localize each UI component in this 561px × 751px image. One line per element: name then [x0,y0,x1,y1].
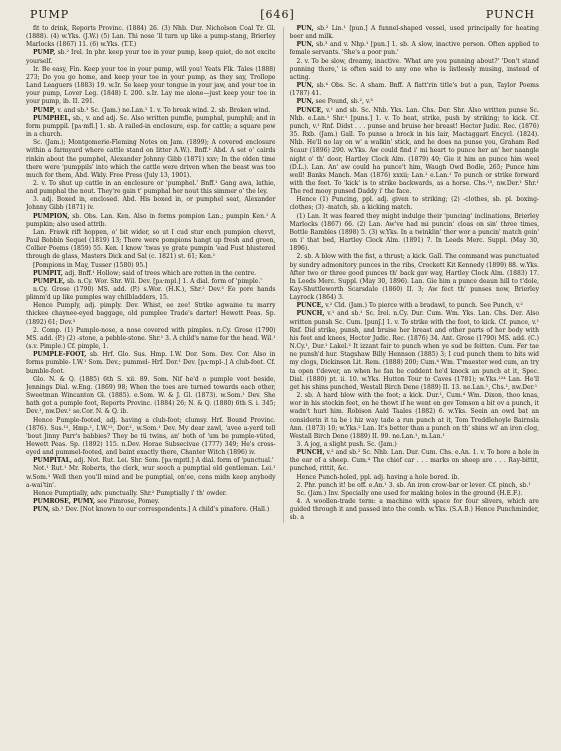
entry-text: adj. Not. Rut. Lei. Shr. Som. [pʌ·mpɪtl.] A dial. form of 'punctual.' [72,457,274,465]
entry-text: v.² Cld. (Jam.) To pierce with a bradawl, to punch. See Punch, v.² [323,302,523,310]
headword: PUMPION, [33,212,70,220]
dictionary-entry [290,392,540,441]
headword: PUN, [33,506,51,514]
entry-text: [Pompions in May, Tusser (1580) 95.] [33,261,148,269]
dictionary-entry [26,506,276,514]
entry-text: Hence (1) Puncing, ppl. adj. given to striking; (2) -clothes, sb. pl. boxing-clothes; (3) -match, sb. a kicking match. [289,196,539,212]
entry-text: sb.¹ Dev. [Not known to our correspondents.] A child's pinafore. (Hall.) [50,506,270,514]
entry-text: 2. sb. A hard blow with the foot; a kick. Dur.¹, Cum.⁴ Wm. Dixon, thoo knas, wor in his stockin feet, en he thowt if he went en gev Tomson a bit ov a punch, it wadn't hurt him. Robison Aald Taales (1882) 6. w.Yks. Seein an owd bat an considerin it ta be i hiz way tade a run punch at it, Tom Treddlehoyle Bairnsla Ann. (1873) 10; w.Yks.² Lan. It's better than a punch on th' shins wi' an iron clog, Westall Birch Dene (1889) II. 99. ne.Lan.¹, m.Lan.¹ [289,392,539,440]
entry-text: sb. Obs. Lan. Ken. Also in forms pompion Lan.; pumpin Ken.¹ A pumpkin; also used attrib. [26,212,276,228]
headword: PUNCE, [296,302,324,310]
dictionary-entry [26,107,276,115]
dictionary-entry [290,490,540,498]
dictionary-entry [290,449,540,473]
dictionary-entry [290,498,540,522]
entry-text: 3. adj. Boxed in, enclosed. Abd. His boxed in, or pumphel seat, Alexander Johnny Gibb (1871) iv. [26,196,276,212]
entry-text: Not.¹ Rut.¹ Mr. Roberts, the clerk, wur sooch a pumptial old gentleman. Lei.¹ w.Som.¹ Well then you'll mind and be pumptial, on'ee, cens midn keep anybody a-wai'tin'. [26,465,276,489]
entry-text: v. and sb.³ Sc. (Jam.) ne.Lan.¹ 1. v. To break wind. 2. sb. Broken wind. [55,106,271,114]
dictionary-entry [26,286,276,302]
dictionary-entry [290,302,540,310]
entry-text: sb.⁴ Obs. Sc. A sham. Bnff. A flatt'rin title's but a pun, Taylor Poems (1787) 41. [289,82,539,98]
entry-text: 3. A jog, a slight push. Sc. (Jam.) [296,440,397,448]
entry-text: 4. A woollen-trade term: a machine with space for four slivers, which are guided through it and passed into the comb. w.Yks. (S.A.B.) Hence Punchminder, sb. a [289,498,539,522]
entry-text: n.Cy. Grose (1790) MS. add. (P.) s.Wor. (H.K.), Shr.² Dev.³ Ee pore hands plimm'd up like pumples way chilbladders, 15. [26,286,276,302]
headword: PUMP, [33,49,56,57]
dictionary-entry [290,310,540,392]
entry-text: 2. v. To be slow, dreamy, inactive. 'What are you punning about?' 'Don't stand punning there,' is often said to any one who is listlessly musing, instead of acting. [289,57,539,81]
entry-text: Hence Pumply, adj. pimply. Dev. Whist, ee zee! Strike agwaine tu marry thickee chaynee-eyed baggage, old pumplee Trade's darter! Hewett Peas. Sp. (1892) 61; Dev.³ [26,302,276,326]
headword: PUMP, [33,106,56,114]
headword: PUMPITAL, [33,457,73,465]
entry-text: Hence Punch-holed, ppl. adj. having a hole bored. ib. [296,473,460,481]
dictionary-entry [290,82,540,98]
headword: PUNCH, [296,449,325,457]
entry-text: sb.² Lin.¹ [pun.] A funnel-shaped vessel, used principally for heating beer and milk. [289,25,539,41]
headword: PUMROSE, PUMY, [33,498,96,506]
headword: PUMPHEL, [33,114,71,122]
right-column [290,25,540,523]
entry-text: see Pimrose, Pomey. [95,498,160,506]
dictionary-entry [26,351,276,375]
entry-text: Hence Pumptially, adv. punctually. Shr.² Pumptially i' th' owder. [33,489,227,497]
entry-text: 2. sb. A blow with the fist, a thrust; a kick. Gall. The command was punctuated by sundry admonitory punces in the ribs, Crockett Kit Kennedy (1899) 88. w.Yks. After two or three good punces th' back gav way, Hartley Clock Alm. (1883) 17. In Leeds Merc. Suppl. (May 30, 1896). Lan. Gie him a punce deaun hill to t'dole, Kay-Shuttleworth Scarsdale (1860) II. 3; Aw fect th' punses now, Brierley Layrock (1864) 3. [289,253,539,302]
page-number: [646] [260,8,295,21]
entry-text: adj. Bnff.¹ Hollow; said of trees which are rotten in the centre. [62,269,257,277]
dictionary-entry [26,66,276,107]
left-column [26,25,276,523]
headword: PUNCH, [296,310,325,318]
headword: PUN, [296,98,314,106]
entry-text: Sc. (Jam.); Montgomerie-Fleming Notes on Jam. (1899); A covered enclosure within a farmyard where cattle stand on litter A.W.). Bnff.¹ Abd. A set o' cairds rinkin about the pumphel, Alexander Johnny Gibb (1871) xxv; In the olden time there were 'pumppils' into which the cattle were driven when the beast was too much for them, Abd. Wkly. Free Press (July 13, 1901). [26,139,276,179]
headword: PUN, [296,82,314,90]
entry-text: Lan. Frawk rift hoppen, o' bit wider, so ut I cud stur ench pumpion chevvt, Paul Bobbin Sequel (1819) 13; There were pompions hangt up fresh and green, Collier Poems (1859) 55. Ken. I know 'twas ye grate pumpin 'ead Fust blustered through de glass, Masters Dick and Sal (c. 1821) st. 61; Ken.¹ [26,228,276,261]
dictionary-entry [26,417,276,458]
entry-text: 2. Phr. punch it! be off. e.An.¹ 3. sb. An iron crow-bar or lever. Cf. pinch, sb.¹ [296,481,531,489]
entry-text: v.² and sb.² Sc. Nhb. Lan. Dur. Cum. Chs. e.An. 1. v. To bore a hole in the ear of a sheep. Cum.⁴ The chief car . . . marks on sheep are . . . Ray-bittit, punched, rittit, &c. [289,449,539,473]
dictionary-entry [26,302,276,326]
dictionary-entry [26,270,276,278]
entry-text: sb. Hrf. Glo. Sus. Hmp. I.W. Dor. Som. Dev. Cor. Also in forms pumble- I.W.¹ Som. Dev.; pummel- Hrf. Dor.¹ Dev. [pʌ·mpl-.] A club-foot. Cf. bumble-foot. [26,351,276,375]
dictionary-entry [26,465,276,489]
entry-text: 2. Comp. (1) Pumple-nose, a nose covered with pimples. n.Cy. Grose (1790) MS. add. (P.) (2) -stone, a pebble-stone. Shr.¹ 3. A child's name for the head. Wil.¹ (s.v. Pimple.) Cf. pimple, 1. [26,326,276,351]
dictionary-entry [26,229,276,262]
entry-text: Hence Pumple-footed, adj. having a club-foot; clumsy. Hrf. Bound Provinc. (1876). Sus.¹², Hmp.¹, I.W.¹², Dor.¹, w.Som.¹ Dev. My dear zawl, 'avee a-yerd tell 'bout Jinny Parr's babbies? They be tü twins, an' both of 'um be pumple-vüted, Hewett Peas. Sp. (1892) 115. n.Dev. Horae Subsecivae (1777) 349; He's cross-eyed and pummel-footed, and baint exactly there, Chanter Witch (1896) iv. [26,416,276,457]
entry-text: 2. v. To shut up cattle in an enclosure or 'pumphel.' Bnff.¹ Gang awa, lathie, and pumphal the nout. They're gain t' pumphal her nout this simmer o' the ley. [26,179,276,196]
dictionary-entry [26,196,276,212]
running-head [26,8,539,25]
dictionary-entry [290,107,540,197]
text-columns [26,25,539,523]
entry-text: v.¹ and sb.¹ Sc. Irel. n.Cy. Dur. Cum. Wm. Yks. Lan. Chs. Der. Also written punsh Sc. Cum. [punʃ.] 1. v. To strike with the foot, to kick. Cf. punce, v.¹ Rnf. Did strike, punsh, and bruise her breast and other parts of her body with his feet and knees, Hector Judic. Rec. (1876) 34. Ant. Grose (1790) MS. add. (C.) N.Cy.¹, Dur.¹ Lakel.² It izzant fair to punch when ye sud be feitten. Cum. Fer tae ne punsh'd hur. Stagshaw Billy Hennson (1885) 3; I cud punch them to bits wid my clogs, Dickinson Lit. Rem. (1888) 200; Cum.⁴ Wm. T'maester wed cum, an try ta open t'dewer, an when he fan he cuddent he'd knock an punch at it, Spec. Dial. (1880) pt. ii. 10. w.Yks. Hutton Tour to Caves (1781); w.Yks.¹²⁴ Lan. He'll get his shins punched, Westall Birch Dene (1889) II. 13. ne.Lan.¹, Chs.¹, nw.Der.¹ [289,310,539,391]
dictionary-entry [26,327,276,351]
entry-text: see Pound, sb.², v.³ [313,98,373,106]
dictionary-entry [290,482,540,490]
dictionary-entry [26,115,276,139]
headword: PUN, [296,25,314,32]
dictionary-entry [290,213,540,254]
dictionary-entry [26,457,276,465]
entry-text: v.¹ and sb. Sc. Nhb. Yks. Lan. Chs. Der. Shr. Also written punse Sc. Nhb. e.Lan.¹ Shr.¹ [puns.] 1. v. To beat, strike, push by striking; to kick. Cf. punch, v.¹ Rnf. Didst . . . punse and bruise her breast! Hector Judic. Rec. (1876) 35. Rxb. (Jam.) Gall. To punse a brock in his lair, Mactaggart Encycl. (1824). Nhb. He'll no lay on w' a walkin' stick, and he does na punse you, Graham Red Scaur (1896) 290. w.Yks. Aw could find i' mi heart to punce her an' her naangle night o' th' door, Hartley Clock Alm. (1879) 40; Gie it him an punce him weel (D.L.). Lan. An' aw could ha punce't him, Waugh Owd Bodle, 265; Punce him well! Banks Manch. Man (1876) xxxii; Lan.¹ e.Lan.¹ To punch or strike forward with the feet. To 'kick' is to strike backwards, as a horse. Chs.¹³, nw.Der.¹ Shr.¹ The red mooy punsed Daddy i' the face. [289,106,539,196]
dictionary-entry [26,25,276,49]
dictionary-entry [290,98,540,106]
entry-text: sb., v. and adj. Sc. Also written pumfle, pumphal, pumphil; and in form pumppil. [pʌ·mfl.] 1. sb. A railed-in enclosure, esp. for cattle; a square pew in a church. [26,114,276,139]
dictionary-entry [290,253,540,302]
headword: PUNCE, [296,106,324,114]
entry-text: Glo. N. & Q. (1885) 6th S. xii. 89. Som. Nif he'd o pumple voot beside, Jennings Dial. w.Eng. (1869) 98; When the toes are turned towards each other, Sweetman Wincanton Gl. (1885). e.Som. W. & J. Gl. (1873). w.Som.¹ Dev. She hath got a pumple foot, Reports Provinc. (1884) 26; N. & Q. (1880) 6th S. i. 345; Dev.¹, nw.Dev.¹ se.Cor. N. & Q. ib. [26,375,276,416]
dictionary-entry [26,139,276,180]
dictionary-entry [26,262,276,270]
dictionary-entry [26,490,276,498]
dictionary-entry [290,196,540,212]
dictionary-entry [290,474,540,482]
dictionary-entry [26,180,276,196]
dictionary-entry [26,278,276,286]
dictionary-entry [290,25,540,41]
entry-text: sb.² Irel. In phr. keep your toe in your pump, keep quiet, do not excite yourself. [26,49,276,65]
headword: PUN, [296,41,314,49]
header-right: PUNCH [485,8,535,21]
entry-text: Sc. (Jam.) Inv. Specially one used for making holes in the ground (H.E.F.). [296,489,523,497]
entry-text: fit to drink, Reports Provinc. (1884) 26. (3) Nhb. Dur. Nicholson Coal Tr. Gl. (1888). (4) w.Yks. (J.W.) (5) Lan. Thi nose 'll turn up like a pump-stang, Brierley Marlocks (1867) 11. (6) w.Yks. (T.T.) [26,25,276,49]
entry-text: sb. n.Cy. Wor. Shr. Wil. Dev. [pʌ·mpl.] 1. A dial. form of 'pimple.' [65,277,262,285]
dictionary-entry [26,49,276,65]
entry-text: sb.³ and v. Nhp.¹ [pun.] 1. sb. A slow, inactive person. Often applied to female servants. 'She's a poor pun.' [289,41,539,57]
entry-text: (1) Lan. It was feared they might indulge their 'puncing' inclinations, Brierley Marlocks (1867) 66. (2) Lan. Aw've had mi puncin' cloas on sin' three times, Bottle Rambles (1898) 5. (3) w.Yks. In a twinklin' ther wor a puncin' match goin' on i' that bed, Hartley Clock Alm. (1891) 7. In Leeds Merc. Suppl. (May 30, 1896). [289,212,539,253]
dictionary-entry [26,498,276,506]
headword: PUMPLE-FOOT, [33,351,87,359]
headword: PUMPIT, [33,269,63,277]
dictionary-entry [26,376,276,417]
dictionary-entry [290,441,540,449]
dictionary-entry [290,58,540,82]
dictionary-entry [290,41,540,57]
dictionary-entry [26,213,276,229]
header-left: PUMP [30,8,70,21]
entry-text: Ir. Be easy, Fin. Keep your toe in your pump, will you! Yeats Flk. Tales (1888) 273; Do you go home, and keep your toe in your pump, as they say, Trollope Land Leaguers (1883) 19. w.Ir. So keep your tongue in your jaw, and your toe in your pump, Lover Leg. (1848) I. 200. s.Ir. Lay me alone—just keep your toe in your pump, ib. II. 291. [26,65,276,106]
headword: PUMPLE, [33,277,66,285]
